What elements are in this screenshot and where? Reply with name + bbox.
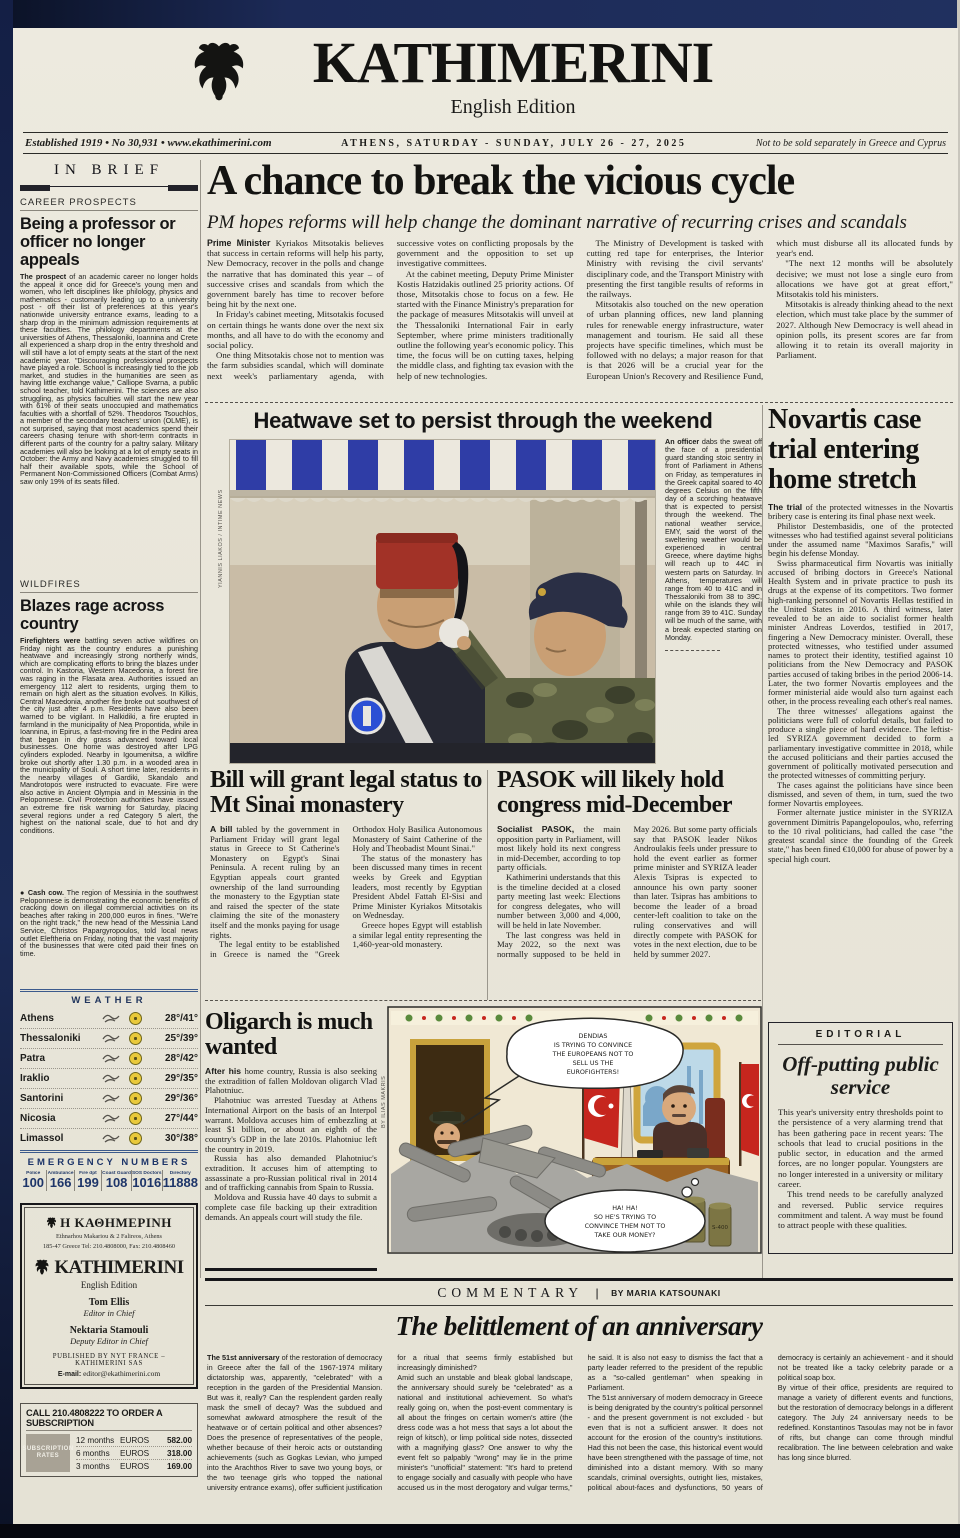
subscription-period: 12 months [76, 1435, 115, 1445]
paragraph: Plahotniuc was arrested Tuesday at Athens International Airport on the basis of an Interpol warrant. Moldova accuses him of embezzling at least $1 billion, or about an eighth of the country's GDP in the late 2010s. Plahotniuc left the country in 2019. [205, 1095, 377, 1154]
photo-illustration [230, 440, 655, 763]
scan-edge-left [0, 0, 13, 1538]
established-line: Established 1919 • No 30,931 • www.ekathimerini.com [25, 137, 272, 149]
paragraph: This year's university entry thresholds point to the persistence of a very alarming trend that has been gathering pace in recent years: The schools that lead to crucial positions in the public sector, in education and the armed forces, are no longer popular. Youngsters are no longer interested in a university or military career. [778, 1107, 943, 1190]
sinai-body [210, 825, 482, 1001]
address-line-1: Ethnarhou Makariou & 2 Falireos, Athens [56, 1233, 162, 1240]
weather-row [20, 1009, 198, 1029]
heatwave-photo [230, 440, 655, 763]
thick-rule [205, 1278, 953, 1281]
weather-row [20, 1049, 198, 1069]
paper-title: KATHIMERINI [312, 30, 714, 95]
eagle-emblem-icon [34, 1259, 50, 1276]
sun-icon [129, 1112, 142, 1125]
heatwave-headline: Heatwave set to persist through the weekend [253, 408, 713, 433]
paragraph: The last congress was held in May 2022, so the next was normally supposed to be held in May 2026. But some party officials say that PASOK leader Nikos Androulakis feels under pressure to hold the event earlier as former prime minister and SYRIZA leader Alexis Tsipras is expected to announce his own party sooner than later. Tsipras has ambitions to become the leader of a broad center-left coalition to take on the ruling conservatives and will directly compete with PASOK for votes in the next election, due to be held by summer 2027. [497, 825, 757, 959]
emergency-number: 166 [49, 1175, 72, 1190]
lead-story-header [207, 158, 953, 234]
cartoon-credit: BY ILIAS MAKRIS [381, 1075, 387, 1128]
in-brief-title: IN BRIEF [20, 162, 198, 187]
emergency-number: 199 [77, 1175, 99, 1190]
thermometer-icon [101, 1090, 123, 1108]
weather-temps: 28°/41° [164, 1013, 198, 1024]
novartis-headline: Novartis case trial entering home stretch [768, 404, 921, 495]
svg-text:SO HE'S TRYING TO: SO HE'S TRYING TO [593, 1213, 657, 1221]
emergency-label: Fire dpt [79, 1171, 97, 1176]
subscription-period: 6 months [76, 1448, 110, 1458]
weather-city: Thessaloniki [20, 1033, 81, 1044]
weather-city: Nicosia [20, 1113, 56, 1124]
commentary-byline: BY MARIA KATSOUNAKI [611, 1288, 721, 1298]
emergency-label: Coast Guard [102, 1171, 131, 1176]
svg-text:EUROFIGHTERS!: EUROFIGHTERS! [566, 1068, 620, 1076]
editorial-label: EDITORIAL [778, 1029, 943, 1045]
emergency-item [131, 1170, 162, 1191]
cartoon-illustration [387, 1006, 762, 1254]
wind-icon [101, 1030, 123, 1048]
paragraph: Swiss pharmaceutical firm Novartis was initially accused of bribing doctors in Greece's National Health System and in private practice to push its drugs at the expense of its competitors. Two former high-ranking personnel of Novartis Hellas testified in the United States in 2016. A third witness, later revealed to be an aide to socialist former health minister Andreas Loverdos, testified in 2017, fingering a New Democracy minister. Overall, these protected witnesses, who testified under assumed names to protect their identity, testified against 10 politicians from the New Democracy and PASOK parties accused of taking bribes in the period 2006-14. Later, the two former Novartis employees and the former ministerial aide would also turn against each other, in the process revealing each other's real names. [768, 557, 953, 707]
dashed-rule [665, 650, 720, 651]
svg-text:IS TRYING TO CONVINCE: IS TRYING TO CONVINCE [553, 1041, 633, 1049]
contact-email: E-mail: editor@ekathimerini.com [57, 1369, 161, 1378]
paragraph-lead: The 51st anniversary [207, 1353, 282, 1362]
pasok-article [497, 768, 757, 1001]
paragraph-lead: ● Cash cow. [20, 889, 67, 897]
svg-text:DENDIAS: DENDIAS [578, 1032, 608, 1040]
commentary-body [207, 1353, 953, 1521]
thick-rule [205, 1268, 377, 1271]
paragraph: The trial of the protected witnesses in the Novartis bribery case is entering its final phase next week. [768, 503, 953, 522]
not-sold-note: Not to be sold separately in Greece and Cyprus [755, 137, 946, 149]
paragraph: Firefighters were battling seven active wildfires on Friday night as the country endures a punishing heatwave and increasingly strong northerly winds, which are complicating efforts to bring the blazes under control. In Kastoria, Western Macedonia, a forest fire was raging in the Flasata area. Authorities issued an emergency 112 alert to residents, urging them to remain on high alert as the situation evolves. In Kilkis, Central Macedonia, another fire broke out southwest of the city just after 4 p.m. Residents have also been warned to be vigilant. In Halkidiki, a fire erupted in farmland in the municipality of Nea Propontida, while in Ioannina, in Epirus, a fast-moving fire in the Pedini area that began in dry grass advanced toward local businesses. One home was destroyed after LPG cylinders exploded. Nearby in Igoumenitsa, a wildfire broke out shortly after 1.30 p.m. in a wooded area in the municipality of Souli. A short time later, residents in the nearby villages of Gardiki, Skandalo and Mandrotopos were instructed to evacuate. Fire were also active in Ancient Olympia and in Messinia in the Peloponnese. Civil Protection authorities have issued an extreme fire risk warning for Saturday, placing several regions under a red Category 5 alert, the highest on the national scale, due to hot and dry conditions. [20, 637, 198, 835]
paragraph: A bill tabled by the government in Parliament Friday will grant legal status in Greece to St Catherine's Monastery on Egypt's Sinai Peninsula. A recent ruling by an Egyptian appeals court granted ownership of the land surrounding the monastery to the Egyptian state and raised the specter of the state claiming the site of the monastery itself and the monks paying for usage rights. [210, 825, 340, 940]
pasok-headline: PASOK will likely hold congress mid-December [497, 767, 732, 818]
emergency-label: Police [26, 1171, 41, 1176]
paragraph: The status of the monastery has been discussed many times in recent weeks by Greek and Egyptian leaders, most recently by Egyptian President Abdel Fattah El-Sisi and Prime Minister Kyriakos Mitsotakis on Wednesday. [352, 852, 482, 921]
edition-label: English Edition [450, 96, 576, 118]
subscription-row [76, 1447, 192, 1460]
paragraph: The prospect of an academic career no longer holds the appeal it once did for Greece's young men and women, who left disciplines like philology, physics and mathematics - customarily leading up to a university post - off their list of preferences at this year's nationwide university entrance exams, leading to a sharp drop in the minimum admission requirements at these faculties. The philology departments at the universities of Athens, Thessaloniki, Ioannina and Crete all experienced a sharp drop in the entry threshold and will still have a lot of empty seats at the start of the next academic year. "Discouraging professional prospects have played a role. School is increasingly tied to the job market, and studies in the humanities are seen as having little exchange value," Calliope Svarna, a public school teacher, told Kathimerini. The sciences are also struggling, as physics faculties will start the new year with 61% of their seats unoccupied and mathematics faculties with a shortfall of 52%. Theodoros Tsouchlos, a member of the secondary teachers' union (OLME), is not surprised, saying that most academics spend their careers chasing tenure with short-term contracts in different parts of the country for a paltry salary. Military academies will also be looking at a lot of empty seats in October: the Army and Navy academies struggled to fill half their available spots, while the School of Permanent Non-Commissioned Officers (Combat Arms) saw only 19% of its seats filled. [20, 273, 198, 487]
edition-label-small: English Edition [80, 1280, 138, 1290]
paragraph-lead: Firefighters were [20, 637, 85, 645]
paragraph: One thing Mitsotakis chose not to mention was the farm subsidies scandal, which will dominate next week's parliamentary agenda, with successive votes on conflicting proposals by the government and the opposition to set up investigative committees. [207, 238, 574, 381]
emergency-label: Directory [169, 1171, 191, 1176]
editorial-headline: Off-putting public service [782, 1052, 939, 1099]
sun-icon [129, 1052, 142, 1065]
weather-city: Athens [20, 1013, 54, 1024]
sun-icon [129, 1032, 142, 1045]
wind-icon [101, 1010, 123, 1028]
emergency-label: SOS Doctors [131, 1171, 162, 1176]
emergency-item [20, 1170, 46, 1191]
commentary-headline: The belittlement of an anniversary [395, 1311, 763, 1341]
paragraph: The cases against the politicians have since been dismissed, and seven of them, in turn, sued the two former Novartis employees. [768, 779, 953, 808]
paragraph: Mitsotakis also touched on the new operation of urban planning offices, new land planning rules for renewable energy infrastructure, water management and tourism. He said all these projects have specific timelines, which must be followed with no delays; a major reason for that is that 2026 will be a crucial year for the European Union's Recovery and Resilience Fund, which must disburse all its allocated funds by year's end. [586, 238, 953, 381]
wind-icon [101, 1050, 123, 1068]
paragraph: Kathimerini understands that this is the timeline decided at a closed party meeting last week: Elections for congress delegates, who will number between 3,000 and 4,000, will be held in late November. [497, 871, 621, 930]
emergency-number: 1016 [132, 1175, 162, 1190]
brief-body-cash-cow [20, 889, 198, 981]
paragraph: Socialist PASOK, the main opposition party in Parliament, will most likely hold its next congress in mid-December, according to top party officials. [497, 825, 621, 873]
weather-city: Santorini [20, 1093, 64, 1104]
emergency-item [101, 1170, 131, 1191]
address-line-2: 185-47 Greece Tel: 210.4808000, Fax: 210.4808460 [42, 1242, 175, 1250]
subscription-currency: EUROS [120, 1461, 150, 1471]
paragraph: The 51st anniversary of modern democracy in Greece is being denigrated by the country's political personnel - and the present government is not excluded - but even that is not a sufficient answer. It does not account for the erosion of the country's institutions. Had this not been the case, this historical event would have been strengthened with the passage of time, not diminished into a distant memory. With so many scandals, criminal oversights, outright lies, mistakes, political about-faces and dysfunctions, 50 years of democracy is certainly an achievement - and it should not be treated like a tacky celebrity parade or a political soap box. [587, 1353, 953, 1492]
paragraph: After his home country, Russia is also seeking the extradition of fallen Moldovan oligarch Vlad Plahotniuc. [205, 1067, 377, 1096]
svg-text:THE EUROPEANS NOT TO: THE EUROPEANS NOT TO [552, 1050, 634, 1058]
weather-title: WEATHER [71, 995, 147, 1006]
paragraph: The 51st anniversary of the restoration of democracy in Greece after the fall of the 1967-1974 military dictatorship was, apparently, "celebrated" with a reception in the garden of the Presidential Mansion. But was it, really? Can the resplendent garden really mask the smell of decay? Was the subdued and somewhat awkward atmosphere the result of the heatwave or of certain political and other absences? Does the presence of representatives of the people, whether because of their heroic acts or outstanding achievements (such as Gogkas Levian, who jumped into the Arachthos River to save two young boys, or the two teenage girls who topped the national university entrance exams), offer sufficient justification for a ritual that seems firmly established but increasingly diminished? [207, 1353, 573, 1492]
emergency-number: 11888 [162, 1175, 198, 1190]
deputy-editor-name: Nektaria Stamouli [69, 1325, 149, 1336]
dateline-bar [23, 132, 948, 154]
subscription-currency: EUROS [120, 1435, 150, 1445]
editor-title: Editor in Chief [83, 1308, 135, 1318]
oligarch-headline: Oligarch is much wanted [205, 1009, 373, 1060]
weather-temps: 30°/38° [164, 1133, 198, 1144]
svg-text:HA! HA!: HA! HA! [612, 1204, 638, 1212]
sun-icon [129, 1012, 142, 1025]
paragraph: Prime Minister Kyriakos Mitsotakis believes that success in certain reforms will help his party, New Democracy, recover in the polls and change the narrative that has dominated this year – of successive crises and scandals from which the government barely has time to recover before being hit by the next one. [207, 238, 384, 310]
eagle-emblem-icon [189, 40, 249, 104]
emergency-item [74, 1170, 101, 1191]
paragraph-lead: The trial [768, 503, 806, 512]
dashed-rule [205, 402, 953, 403]
emergency-number: 100 [22, 1175, 45, 1190]
subscription-period: 3 months [76, 1461, 110, 1471]
column-rule [200, 160, 201, 1278]
lead-story-body [207, 238, 953, 400]
brief-headline-career: Being a professor or officer no longer appeals [20, 215, 176, 269]
commentary-label: COMMENTARY [437, 1285, 584, 1300]
weather-temps: 28°/42° [164, 1053, 198, 1064]
paragraph: The three witnesses' allegations against the politicians were full of colorful details, but failed to produce a single piece of hard evidence. The leftist-led SYRIZA government decided to form a parliamentary investigative committee in 2018, while the accused politicians and their parties accused the government of politically motivated persecution and the protected witnesses of committing perjury. [768, 705, 953, 781]
greek-masthead: Η ΚΑΘΗΜΕΡΙΝΗ [29, 1215, 189, 1231]
paragraph: Philistor Destembasidis, one of the protected witnesses who had testified against several politicians under the assumed name "Maximos Sarafis," will begin his defense Monday. [768, 520, 953, 559]
paragraph: The Ministry of Development is tasked with cutting red tape for enterprises, the Interior Ministry with revising the civil servants' disciplinary code, and the Transport Ministry with presenting the first tangible results of reforms in the railways. [586, 238, 764, 300]
photo-credit: YIANNIS LIAKOS / INTIME NEWS [218, 489, 224, 588]
weather-temps: 29°/35° [164, 1073, 198, 1084]
svg-text:SELL US THE: SELL US THE [572, 1059, 614, 1067]
oligarch-article [205, 1010, 377, 1253]
brief-headline-wildfires: Blazes rage across country [20, 597, 165, 633]
political-cartoon [387, 1006, 762, 1254]
weather-temps: 27°/44° [164, 1113, 198, 1124]
sinai-headline: Bill will grant legal status to Mt Sinai monastery [210, 767, 482, 818]
in-brief-column [20, 162, 198, 1477]
novartis-body [768, 503, 953, 1015]
subscription-currency: EUROS [120, 1448, 150, 1458]
paragraph: Former alternate justice minister in the SYRIZA government Dimitris Papangelopoulos, who, referring to the 10 rival politicians, had called the case "the greatest scandal since the founding of the Greek state," has been fined €10,000 for abuse of power by a special high court. [768, 807, 953, 864]
publisher-line: PUBLISHED BY NYT FRANCE – KATHIMERINI SAS [52, 1353, 166, 1367]
thermometer-icon [101, 1070, 123, 1088]
sinai-article [210, 768, 482, 1001]
paragraph: "The next 12 months will be absolutely decisive; we must not lose a single euro from allocations we have got at great effort," Mitsotakis told his ministers. [776, 258, 953, 300]
newspaper-page [13, 28, 958, 1524]
english-masthead: KATHIMERINI [29, 1257, 189, 1279]
weather-table [20, 1009, 198, 1148]
editorial-body [778, 1107, 943, 1231]
scan-edge-top [0, 0, 960, 28]
column-rule [762, 405, 763, 1278]
weather-row [20, 1089, 198, 1109]
emergency-number: 108 [105, 1175, 128, 1190]
deputy-editor-title: Deputy Editor in Chief [70, 1336, 148, 1346]
weather-city: Patra [20, 1053, 46, 1064]
wind-icon [101, 1130, 123, 1148]
thin-rule [205, 1305, 953, 1306]
paragraph-lead: Prime Minister [207, 238, 276, 248]
paragraph: Greece hopes Egypt will establish a similar legal entity representing the 1,460-year-old monastery. [352, 919, 482, 950]
paragraph: Russia has also demanded Plahotniuc's extradition. It accuses him of attempting to assassinate a pro-Russian political rival in 2014 and of trafficking cannabis from Spain to Russia. [205, 1153, 377, 1193]
svg-text:TAKE OUR MONEY?: TAKE OUR MONEY? [594, 1231, 656, 1239]
oligarch-body [205, 1067, 377, 1253]
paragraph: ● Cash cow. The region of Messinia in the southwest Peloponnese is demonstrating the economic benefits of cracking down on illegal commercial activities on its beaches after raking in 200,000 euros in fines. "We're on the right track," the new head of the Messinia Land Service, Christos Papargyropoulos, told local news outlet Eleftheria on Friday, noting that the vast majority of the businesses that were cited paid their fines on time. [20, 889, 198, 958]
subscription-price: 318.00 [166, 1448, 192, 1458]
editorial-box [768, 1022, 953, 1254]
novartis-article [768, 405, 953, 1015]
date-line: ATHENS, SATURDAY - SUNDAY, JULY 26 - 27, 2025 [341, 137, 687, 149]
emergency-numbers [20, 1170, 198, 1191]
weather-box [20, 989, 198, 1153]
paragraph-lead: The prospect [20, 273, 70, 281]
weather-row [20, 1109, 198, 1129]
scan-edge-bottom [0, 1524, 960, 1538]
brief-body-career [20, 273, 198, 573]
emergency-item [162, 1170, 198, 1191]
heatwave-caption [665, 438, 762, 778]
paragraph: By virtue of their office, presidents are required to manage a variety of different events and functions, but the restoration of democracy belongs in a different category. The July 24 anniversary needs to be redefined. Konstantinos Tasoulas may not be in favor of rifts, but change can come through mindful recalibration. The line between celebration and wake has long since blurred. [777, 1383, 953, 1462]
emergency-box [20, 1157, 198, 1191]
editor-name: Tom Ellis [88, 1297, 130, 1308]
eagle-emblem-icon [46, 1217, 57, 1229]
sun-icon [129, 1072, 142, 1085]
weather-row [20, 1069, 198, 1089]
paragraph-lead: A bill [210, 825, 237, 834]
staff-box [20, 1203, 198, 1389]
sun-icon [129, 1092, 142, 1105]
subscription-price: 582.00 [166, 1435, 192, 1445]
weather-city: Iraklio [20, 1073, 50, 1084]
masthead [253, 32, 773, 118]
kicker-career-prospects: CAREER PROSPECTS [20, 197, 198, 211]
svg-text:CONVINCE THEM NOT TO: CONVINCE THEM NOT TO [584, 1222, 666, 1230]
brief-body-wildfires [20, 637, 198, 889]
kicker-wildfires: WILDFIRES [20, 579, 198, 593]
emergency-item [46, 1170, 73, 1191]
commentary-header [205, 1284, 953, 1302]
sun-icon [129, 1132, 142, 1145]
weather-row [20, 1129, 198, 1148]
paragraph: Amid such an unstable and bleak global landscape, the anniversary should surely be "celebrated" as a national and institutional achievement. So what's really going on, when the post-event commentary is all about the fringes on certain women's attire (the dress code was a hot mess that says a lot about the reign of kitsch), or limp political side notes, dissected with a magnifying glass? One answer to why the event felt so palpably "wrong" may lie in the prime minister's "unofficial" statement: "It's hard to pretend to engage socially and casually with people who have accused us in the most derogatory and vulgar terms," he said. It is also not easy to dismiss the fact that a party leader referred to the president of the republic as a "so-called gentleman" when speaking in Parliament. [397, 1353, 763, 1492]
weather-city: Limassol [20, 1133, 64, 1144]
subscription-box [20, 1403, 198, 1477]
wind-icon [101, 1110, 123, 1128]
paragraph-lead: Socialist PASOK, [497, 825, 584, 834]
paragraph: This trend needs to be carefully analyzed and reversed. Public service requires commitment and talent. A way must be found to attract people with these qualities. [778, 1189, 943, 1231]
weather-temps: 25°/39° [164, 1033, 198, 1044]
commentary-separator: | [595, 1286, 599, 1300]
svg-text:S-400: S-400 [712, 1225, 728, 1231]
lead-subhead: PM hopes reforms will help change the dominant narrative of recurring crises and scandals [207, 212, 907, 233]
subscription-row [76, 1460, 192, 1472]
paragraph: The legal entity to be established in Greece is named the "Greek Orthodox Holy Basilica Autonomous Monastery of Saint Catherine of the Holy and Theobadist Mount Sinai." [210, 825, 482, 959]
weather-temps: 29°/36° [164, 1093, 198, 1104]
subscription-price: 169.00 [166, 1461, 192, 1471]
weather-row [20, 1029, 198, 1049]
subscription-row [76, 1434, 192, 1447]
lead-headline: A chance to break the vicious cycle [207, 158, 795, 204]
paragraph: At the cabinet meeting, Deputy Prime Minister Kostis Hatzidakis outlined 25 priority actions. Of those, Mitsotakis chose to focus on a few. He started with the Finance Ministry's preparation for the package of measures Mitsotakis will unveil at the Thessaloniki International Fair in early September, where prime ministers traditionally outline the following year's economic policy. This time, the focus will be on cutting taxes, helping the middle class, and fighting tax evasion with the help of new technologies. [396, 268, 574, 381]
pasok-body [497, 825, 757, 1001]
paragraph: Mitsotakis is already thinking ahead to the next election, which must take place by the summer of 2027. Although New Democracy is well ahead in opinion polls, its present scores are far from allowing it to retain its overall majority in Parliament. [776, 299, 953, 361]
column-rule [487, 770, 488, 1000]
subscription-call-line: CALL 210.4808222 TO ORDER A SUBSCRIPTION [26, 1408, 192, 1431]
paragraph: An officer dabs the sweat off the face of a presidential guard standing stoic sentry in front of Parliament in Athens on Friday, as temperatures in the Greek capital soared to 40 degrees Celsius on the fifth day of a scorching heatwave that is expected to persist through the weekend. The national weather service, EMY, said the worst of the sweltering weather would be experienced in central Greece, where daytime highs will reach up to 44C in western parts on Saturday. In Athens, temperatures will range from 40 to 41C and in Thessaloniki from 38 to 39C, while on the islands they will range from 39 to 41C. Sunday will be much of the same, with a break expected starting on Monday. [665, 438, 762, 642]
paragraph-lead: An officer [665, 438, 702, 446]
paragraph-lead: After his [205, 1067, 245, 1076]
subscription-rates-label: SUBSCRIPTION RATES [26, 1434, 70, 1472]
emergency-label: Ambulance [47, 1171, 74, 1176]
subscription-rates-table [70, 1434, 192, 1472]
paragraph: In Friday's cabinet meeting, Mitsotakis focused on certain things he wants done over the next six months, and all have to do with the economy and social policy. [207, 309, 384, 351]
paragraph: Moldova and Russia have 40 days to submit a complete case file backing up their extradition demands. An appeals court will study the file. [205, 1192, 377, 1222]
emergency-title: EMERGENCY NUMBERS [27, 1157, 191, 1168]
